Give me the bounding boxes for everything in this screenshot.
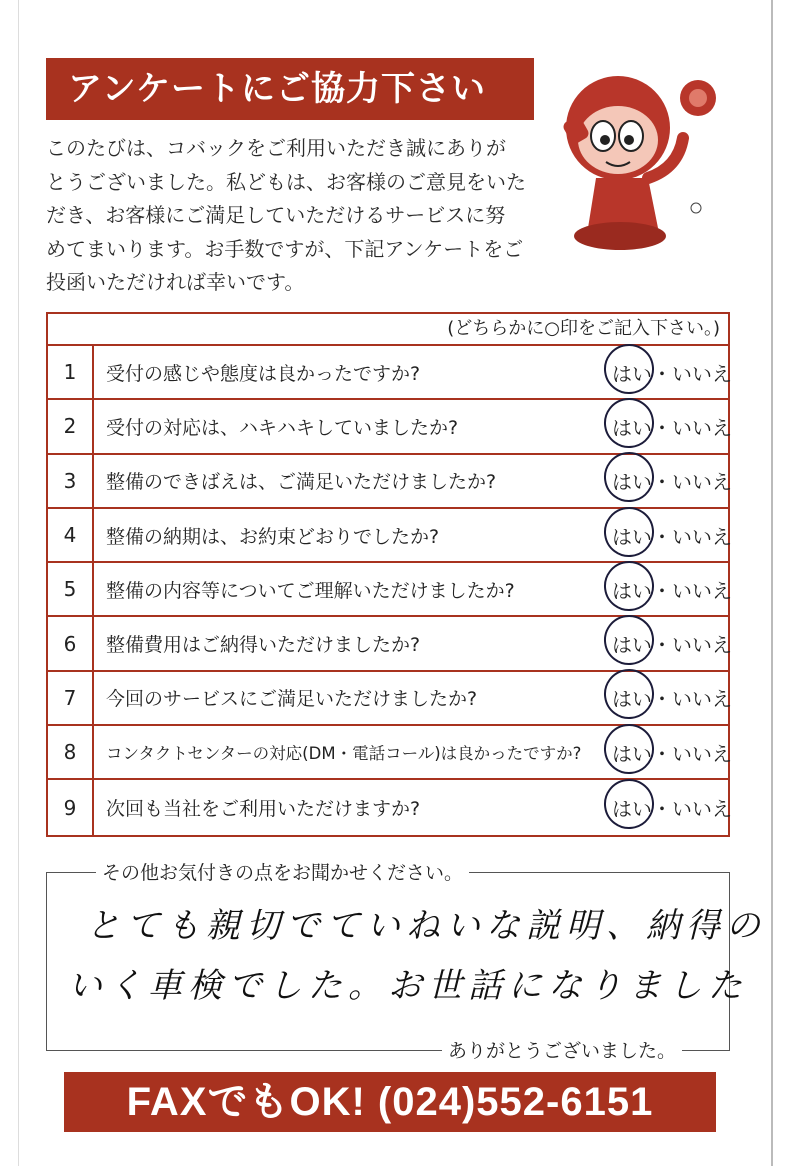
question-text: コンタクトセンターの対応(DM・電話コール)は良かったですか? <box>106 744 582 764</box>
answer-choice[interactable] <box>600 412 732 441</box>
question-row <box>48 563 732 617</box>
question-number: 1 <box>48 346 94 398</box>
question-row <box>48 455 732 509</box>
answer-choice[interactable] <box>600 683 732 712</box>
question-row <box>48 672 732 726</box>
fax-banner: FAXでもOK! (024)552-6151 <box>64 1072 716 1132</box>
question-text: 次回も当社をご利用いただけますか? <box>106 798 421 821</box>
intro-line: だき、お客様にご満足していただけるサービスに努 <box>46 203 506 227</box>
selected-circle-mark <box>601 666 657 722</box>
question-row <box>48 726 732 780</box>
selected-circle-mark <box>601 503 657 559</box>
selected-circle-mark <box>601 340 657 396</box>
question-text: 受付の感じや態度は良かったですか? <box>106 362 421 385</box>
answer-choice[interactable] <box>600 466 732 495</box>
question-text: 受付の対応は、ハキハキしていましたか? <box>106 416 459 439</box>
answer-options: はい・いいえ <box>612 361 732 386</box>
question-text: 整備費用はご納得いただけましたか? <box>106 634 421 657</box>
intro-line: めてまいります。お手数ですが、下記アンケートをご <box>46 236 524 261</box>
comments-box <box>46 862 766 1062</box>
question-row <box>48 346 732 400</box>
page-title: アンケートにご協力下さい <box>46 58 534 120</box>
question-text: 整備の納期は、お約束どおりでしたか? <box>106 525 440 548</box>
question-number: 5 <box>48 563 94 615</box>
answer-options: はい・いいえ <box>612 687 732 712</box>
answer-options: はい・いいえ <box>612 415 732 440</box>
comments-label: その他お気付きの点をお聞かせください。 <box>96 858 469 885</box>
question-text: 整備の内容等についてご理解いただけましたか? <box>106 579 515 602</box>
question-number: 4 <box>48 509 94 561</box>
survey-table <box>46 312 730 837</box>
question-text: 今回のサービスにご満足いただけましたか? <box>106 688 478 711</box>
question-number: 9 <box>48 780 94 834</box>
question-row <box>48 400 732 454</box>
question-row <box>48 617 732 671</box>
mascot-illustration <box>548 58 718 258</box>
selected-circle-mark <box>601 720 657 776</box>
selected-circle-mark <box>601 776 657 832</box>
survey-instruction: (どちらかに○印をご記入下さい。) <box>48 314 728 346</box>
question-number: 6 <box>48 617 94 669</box>
question-row <box>48 780 732 834</box>
answer-choice[interactable] <box>600 738 732 767</box>
question-text: 整備のできばえは、ご満足いただけましたか? <box>106 471 497 494</box>
question-row <box>48 509 732 563</box>
question-number: 3 <box>48 455 94 507</box>
selected-circle-mark <box>601 395 657 451</box>
selected-circle-mark <box>601 612 657 668</box>
answer-options: はい・いいえ <box>612 741 732 766</box>
selected-circle-mark <box>601 558 657 614</box>
answer-choice[interactable] <box>600 629 732 658</box>
thanks-text: ありがとうございました。 <box>442 1036 682 1063</box>
answer-options: はい・いいえ <box>612 797 732 822</box>
intro-text <box>46 132 546 300</box>
answer-choice[interactable] <box>600 358 732 387</box>
answer-options: はい・いいえ <box>612 633 732 658</box>
answer-options: はい・いいえ <box>612 470 732 495</box>
intro-line: とうございました。私どもは、お客様のご意見をいた <box>46 169 526 194</box>
answer-choice[interactable] <box>600 793 732 822</box>
answer-options: はい・いいえ <box>612 524 732 549</box>
question-number: 2 <box>48 400 94 452</box>
selected-circle-mark <box>601 449 657 505</box>
intro-line: 投函いただければ幸いです。 <box>46 270 305 294</box>
question-number: 7 <box>48 672 94 724</box>
question-number: 8 <box>48 726 94 778</box>
handwritten-comment-line[interactable]: とても親切でていねいな説明、納得の <box>86 906 766 946</box>
answer-choice[interactable] <box>600 521 732 550</box>
answer-choice[interactable] <box>600 575 732 604</box>
handwritten-comment-line[interactable]: いく車検でした。お世話になりました <box>68 966 748 1006</box>
answer-options: はい・いいえ <box>612 578 732 603</box>
intro-line: このたびは、コバックをご利用いただき誠にありが <box>46 136 506 160</box>
